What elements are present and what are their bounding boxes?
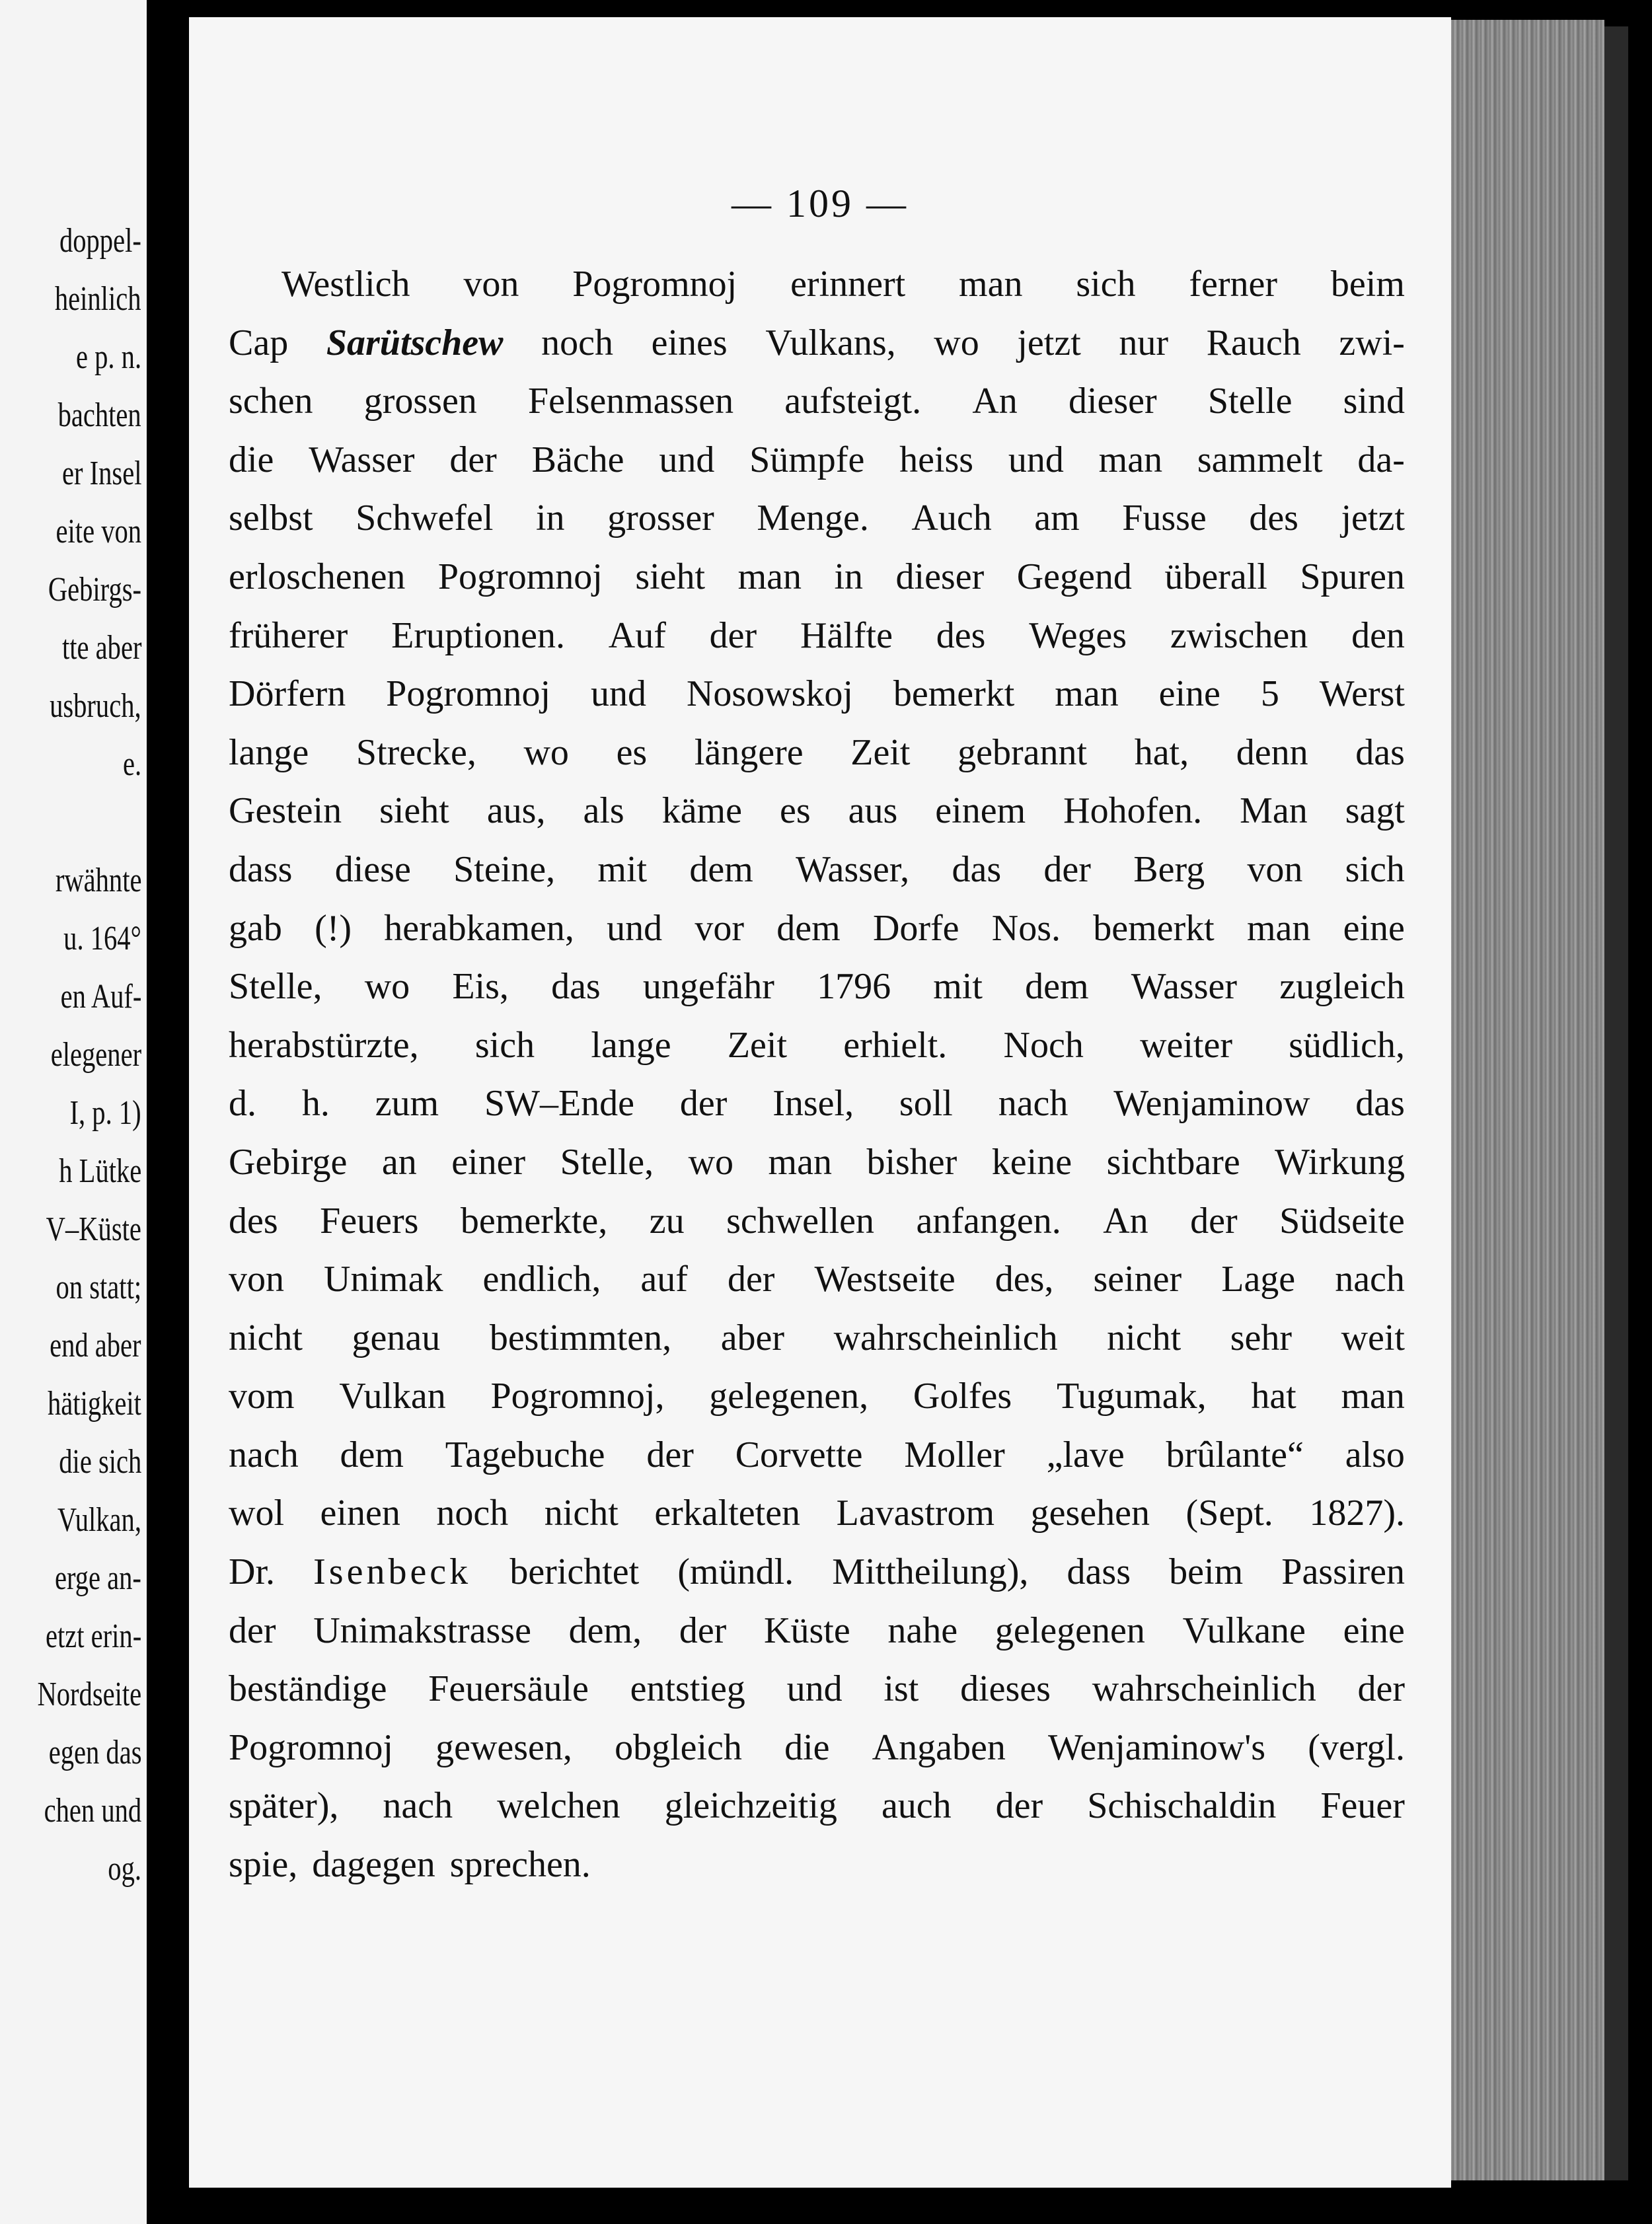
text-line: herabstürzte, sich lange Zeit erhielt. Noch weiter südlich, [229,1024,1405,1066]
text-line: des Feuers bemerkte, zu schwellen anfangen. An der Südseite [229,1200,1405,1242]
text-line: spie, dagegen sprechen. [229,1844,591,1886]
text-line: Dörfern Pogromnoj und Nosowskoj bemerkt man eine 5 Werst [229,673,1405,715]
page [189,17,1451,2188]
left-page-line: doppel- [59,222,141,260]
left-page-line: etzt erin- [45,1617,141,1655]
text-line: dass diese Steine, mit dem Wasser, das der Berg von sich [229,848,1405,890]
left-page-line: elegener [50,1036,141,1074]
text-line: früherer Eruptionen. Auf der Hälfte des Weges zwischen den [229,614,1405,656]
text-line: beständige Feuersäule entstieg und ist dieses wahrscheinlich der [229,1668,1405,1710]
body-text [229,255,1405,1894]
text-line: der Unimakstrasse dem, der Küste nahe gelegenen Vulkane eine [229,1610,1405,1651]
left-page-line: e p. n. [75,338,141,376]
left-page-line: tte aber [61,629,141,667]
left-page-fragment [0,0,147,2224]
left-page-line: Nordseite [37,1676,141,1713]
book-binding-edge [1604,26,1628,2180]
text-line: Gebirge an einer Stelle, wo man bisher keine sichtbare Wirkung [229,1141,1405,1183]
left-page-line: V–Küste [46,1210,141,1248]
left-page-line: hätigkeit [48,1385,141,1423]
left-page-line: bachten [57,396,141,434]
text-line: d. h. zum SW–Ende der Insel, soll nach Wenjaminow das [229,1083,1405,1125]
text-line: gab (!) herabkamen, und vor dem Dorfe Nos. bemerkt man eine [229,907,1405,949]
text-line: nach dem Tagebuche der Corvette Moller „lave brûlante“ also [229,1434,1405,1475]
left-page-line: u. 164° [63,920,141,957]
text-line: vom Vulkan Pogromnoj, gelegenen, Golfes Tugumak, hat man [229,1376,1405,1417]
left-page-line: eite von [56,513,141,550]
text-line: erloschenen Pogromnoj sieht man in dieser Gegend überall Spuren [229,556,1405,597]
left-page-line: usbruch, [50,687,141,725]
left-page-line: I, p. 1) [69,1094,141,1132]
left-page-line: er Insel [61,455,141,492]
left-page-line: e. [122,745,141,783]
text-line: die Wasser der Bäche und Sümpfe heiss und man sammelt da- [229,439,1405,480]
left-page-line: end aber [50,1327,141,1364]
text-line: später), nach welchen gleichzeitig auch der Schischaldin Feuer [229,1785,1405,1827]
text-line: von Unimak endlich, auf der Westseite des, seiner Lage nach [229,1259,1405,1300]
text-line: nicht genau bestimmten, aber wahrscheinlich nicht sehr weit [229,1317,1405,1358]
left-page-line: Gebirgs- [48,571,141,609]
page-edge-stack [1451,20,1604,2180]
left-page-line: Vulkan, [57,1501,141,1539]
left-page-line: rwähnte [55,862,141,899]
text-line: Cap Sarütschew noch eines Vulkans, wo jetzt nur Rauch zwi- [229,322,1405,363]
text-line: Westlich von Pogromnoj erinnert man sich ferner beim [282,264,1405,305]
left-page-line: heinlich [55,280,141,318]
text-line: lange Strecke, wo es längere Zeit gebrannt hat, denn das [229,731,1405,773]
left-page-line: og. [108,1850,141,1888]
left-page-line: egen das [48,1734,141,1771]
left-page-line: on statt; [56,1269,141,1306]
left-page-line: die sich [58,1443,141,1481]
text-line: selbst Schwefel in grosser Menge. Auch am Fusse des jetzt [229,498,1405,539]
text-line: Gestein sieht aus, als käme es aus einem Hohofen. Man sagt [229,790,1405,832]
text-line: Dr. Isenbeck berichtet (mündl. Mittheilung), dass beim Passiren [229,1551,1405,1593]
left-page-line: chen und [44,1792,141,1830]
text-line: Stelle, wo Eis, das ungefähr 1796 mit dem Wasser zugleich [229,966,1405,1008]
left-page-line: h Lütke [58,1152,141,1190]
left-page-line: en Auf- [60,978,141,1016]
page-number: — 109 — [732,182,909,225]
left-page-line: erge an- [55,1559,141,1597]
text-line: schen grossen Felsenmassen aufsteigt. An dieser Stelle sind [229,381,1405,422]
text-line: Pogromnoj gewesen, obgleich die Angaben Wenjaminow's (vergl. [229,1726,1405,1768]
text-line: wol einen noch nicht erkalteten Lavastrom gesehen (Sept. 1827). [229,1493,1405,1534]
